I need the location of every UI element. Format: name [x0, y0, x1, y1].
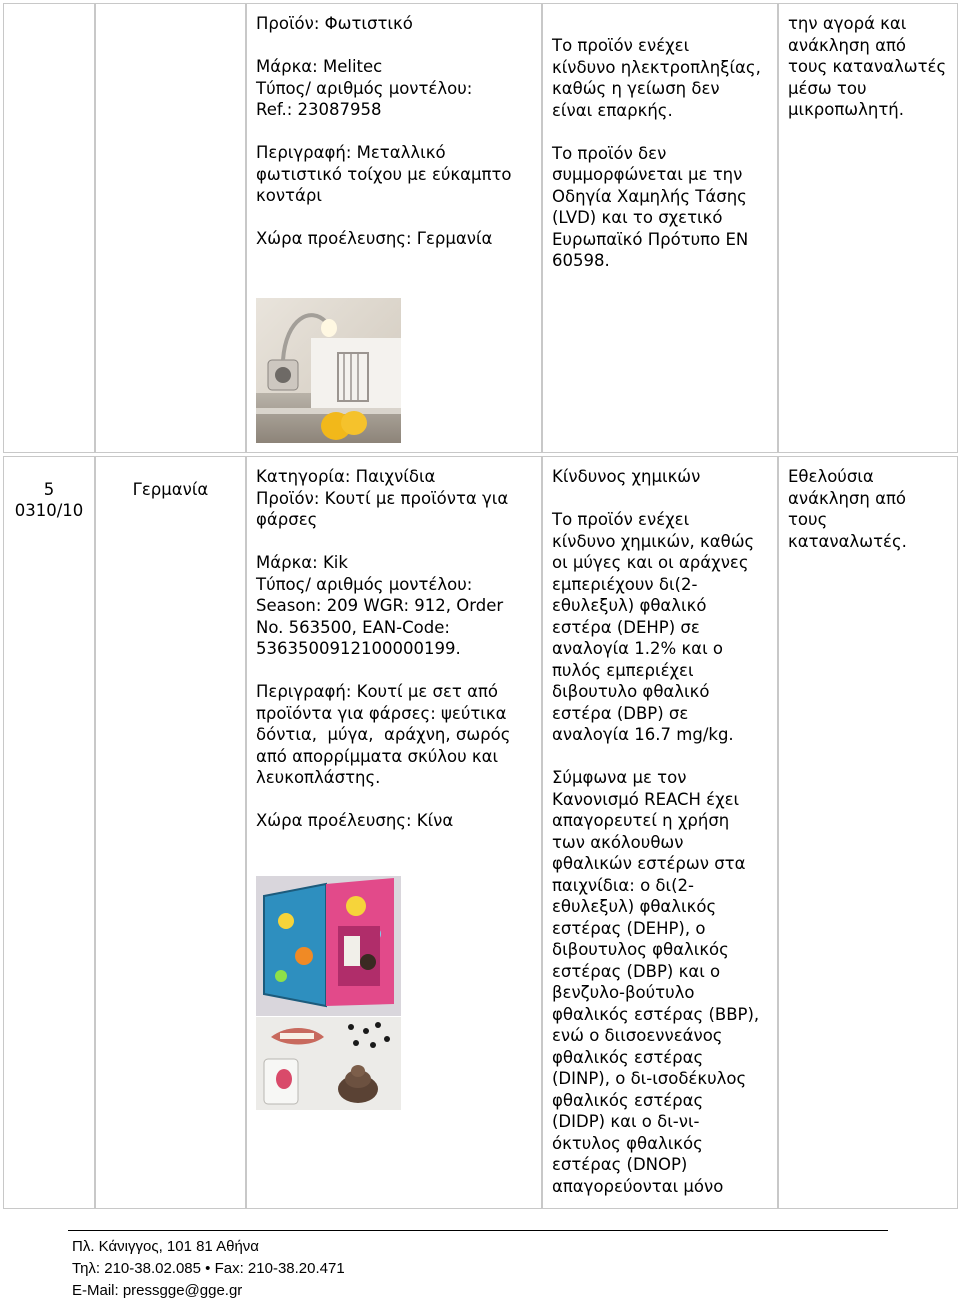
- text-line: αναλογία 16.7 mg/kg.: [552, 725, 734, 744]
- text-line: [552, 121, 776, 143]
- text-line: οι μύγες και οι αράχνες: [552, 553, 749, 572]
- row2-reference: 0310/10: [14, 501, 84, 520]
- text-line: φωτιστικό τοίχου με εύκαμπτο: [256, 164, 512, 184]
- text-line: Προϊόν: Φωτιστικό: [256, 14, 413, 33]
- text-line: βενζυλο-βούτυλο: [552, 983, 695, 1002]
- text-line: παιχνίδια: ο δι(2-: [552, 875, 694, 895]
- text-line: No. 563500, EAN-Code:: [256, 617, 450, 637]
- text-line: τους: [788, 510, 828, 529]
- text-line: [256, 660, 540, 682]
- text-line: κίνδυνο ηλεκτροπληξίας,: [552, 57, 761, 77]
- text-line: [552, 746, 776, 768]
- text-line: λευκοπλάστης.: [256, 768, 381, 787]
- text-line: Σύμφωνα με τον: [552, 768, 687, 787]
- text-line: [256, 121, 538, 143]
- text-line: [256, 789, 540, 811]
- row2-number-cell: [3, 456, 95, 1209]
- text-line: εθυλεξυλ) φθαλικός: [552, 897, 717, 916]
- row1-number-cell: [3, 3, 95, 453]
- text-line: φάρσες: [256, 510, 318, 529]
- text-line: διβουτυλο φθαλικό: [552, 682, 710, 701]
- footer-rule: [68, 1230, 888, 1231]
- text-line: φθαλικός εστέρας (BBP),: [552, 1004, 760, 1024]
- text-line: τους καταναλωτές: [788, 57, 947, 76]
- text-line: μέσω του: [788, 78, 867, 98]
- text-line: Οδηγία Χαμηλής Τάσης: [552, 186, 747, 206]
- text-line: αναλογία 1.2% και ο: [552, 639, 723, 658]
- text-line: πυλός εμπεριέχει: [552, 660, 694, 680]
- text-line: απαγορεύονται μόνο: [552, 1176, 724, 1196]
- text-line: κοντάρι: [256, 186, 322, 205]
- text-line: εστέρας (DBP) και ο: [552, 961, 721, 981]
- row2-country-cell: [95, 456, 246, 1209]
- text-line: προϊόντα για φάρσες: ψεύτικα: [256, 703, 507, 723]
- text-line: φθαλικών εστέρων στα: [552, 854, 746, 873]
- text-line: κίνδυνο χημικών, καθώς: [552, 531, 755, 551]
- footer-address: Πλ. Κάνιγγος, 101 81 Αθήνα: [72, 1238, 259, 1255]
- text-line: φθαλικός εστέρας: [552, 1047, 704, 1067]
- text-line: ενώ ο διισοεννεάνος: [552, 1026, 723, 1045]
- text-line: εστέρα (DBP) σε: [552, 703, 689, 723]
- row1-risk-text: [552, 35, 776, 272]
- footer-phone-fax: Τηλ: 210-38.02.085 • Fax: 210-38.20.471: [72, 1260, 345, 1277]
- row2-country: Γερμανία: [132, 480, 209, 499]
- text-line: Χώρα προέλευσης: Κίνα: [256, 811, 454, 830]
- lamp-photo-graphic: [256, 298, 401, 443]
- text-line: διβουτυλος φθαλικός: [552, 940, 729, 959]
- row1-product-text: [256, 13, 538, 250]
- prank-items-photo: [256, 1017, 401, 1110]
- text-line: των ακόλουθων: [552, 832, 684, 852]
- text-line: Τύπος/ αριθμός μοντέλου:: [256, 574, 473, 594]
- text-line: (DINP), ο δι-ισοδέκυλος: [552, 1069, 747, 1088]
- text-line: Τύπος/ αριθμός μοντέλου:: [256, 78, 473, 98]
- row1-measures-text: [788, 13, 956, 121]
- text-line: καθώς η γείωση δεν: [552, 79, 720, 98]
- row2-number: 5: [43, 480, 55, 499]
- text-line: Ευρωπαϊκό Πρότυπο EN: [552, 229, 749, 249]
- row2-measures-text: [788, 466, 956, 552]
- text-line: εστέρα (DEHP) σε: [552, 617, 700, 637]
- text-line: Season: 209 WGR: 912, Order: [256, 596, 504, 615]
- row2-risk-text: [552, 466, 776, 1197]
- text-line: [256, 35, 538, 57]
- row1-country-cell: [95, 3, 246, 453]
- text-line: Κίνδυνος χημικών: [552, 467, 701, 486]
- text-line: από απορρίμματα σκύλου και: [256, 746, 499, 766]
- footer-email: E-Mail: pressgge@gge.gr: [72, 1282, 243, 1299]
- text-line: εμπεριέχουν δι(2-: [552, 574, 698, 594]
- text-line: [256, 531, 540, 553]
- text-line: Χώρα προέλευσης: Γερμανία: [256, 229, 493, 248]
- text-line: Περιγραφή: Μεταλλικό: [256, 143, 446, 162]
- text-line: ανάκληση από: [788, 35, 906, 55]
- row2-measures-cell: [778, 456, 958, 1209]
- text-line: μικροπωλητή.: [788, 100, 904, 119]
- text-line: Προϊόν: Κουτί με προϊόντα για: [256, 488, 509, 508]
- text-line: 5363500912100000199.: [256, 639, 461, 658]
- text-line: συμμορφώνεται με την: [552, 165, 743, 184]
- text-line: Μάρκα: Kik: [256, 553, 348, 572]
- text-line: Εθελούσια: [788, 467, 874, 486]
- text-line: Κατηγορία: Παιχνίδια: [256, 467, 436, 486]
- text-line: είναι επαρκής.: [552, 100, 673, 120]
- text-line: (LVD) και το σχετικό: [552, 208, 723, 227]
- text-line: εστέρας (DNOP): [552, 1155, 688, 1174]
- text-line: εστέρας (DEHP), ο: [552, 918, 706, 938]
- text-line: Το προϊόν ενέχει: [552, 36, 690, 55]
- text-line: δόντια, μύγα, αράχνη, σωρός: [256, 725, 511, 744]
- row2-product-text: [256, 466, 540, 832]
- text-line: την αγορά και: [788, 14, 907, 33]
- prank-items-graphic: [256, 1017, 401, 1110]
- text-line: απαγορευτεί η χρήση: [552, 811, 730, 830]
- text-line: [256, 207, 538, 229]
- text-line: Το προϊόν δεν: [552, 143, 667, 163]
- text-line: Κανονισμό REACH έχει: [552, 789, 740, 809]
- text-line: εθυλεξυλ) φθαλικό: [552, 596, 707, 615]
- text-line: [552, 488, 776, 510]
- prank-box-photo: [256, 876, 401, 1016]
- lamp-product-photo: [256, 298, 401, 443]
- text-line: Μάρκα: Melitec: [256, 57, 383, 76]
- text-line: 60598.: [552, 251, 610, 270]
- prank-box-graphic: [256, 876, 401, 1016]
- text-line: Ref.: 23087958: [256, 100, 382, 119]
- text-line: φθαλικός εστέρας: [552, 1090, 704, 1110]
- text-line: (DIDP) και ο δι-νι-: [552, 1112, 700, 1131]
- text-line: Το προϊόν ενέχει: [552, 510, 690, 529]
- text-line: Περιγραφή: Κουτί με σετ από: [256, 682, 498, 701]
- text-line: καταναλωτές.: [788, 531, 907, 551]
- text-line: όκτυλος φθαλικός: [552, 1133, 703, 1153]
- text-line: ανάκληση από: [788, 488, 906, 508]
